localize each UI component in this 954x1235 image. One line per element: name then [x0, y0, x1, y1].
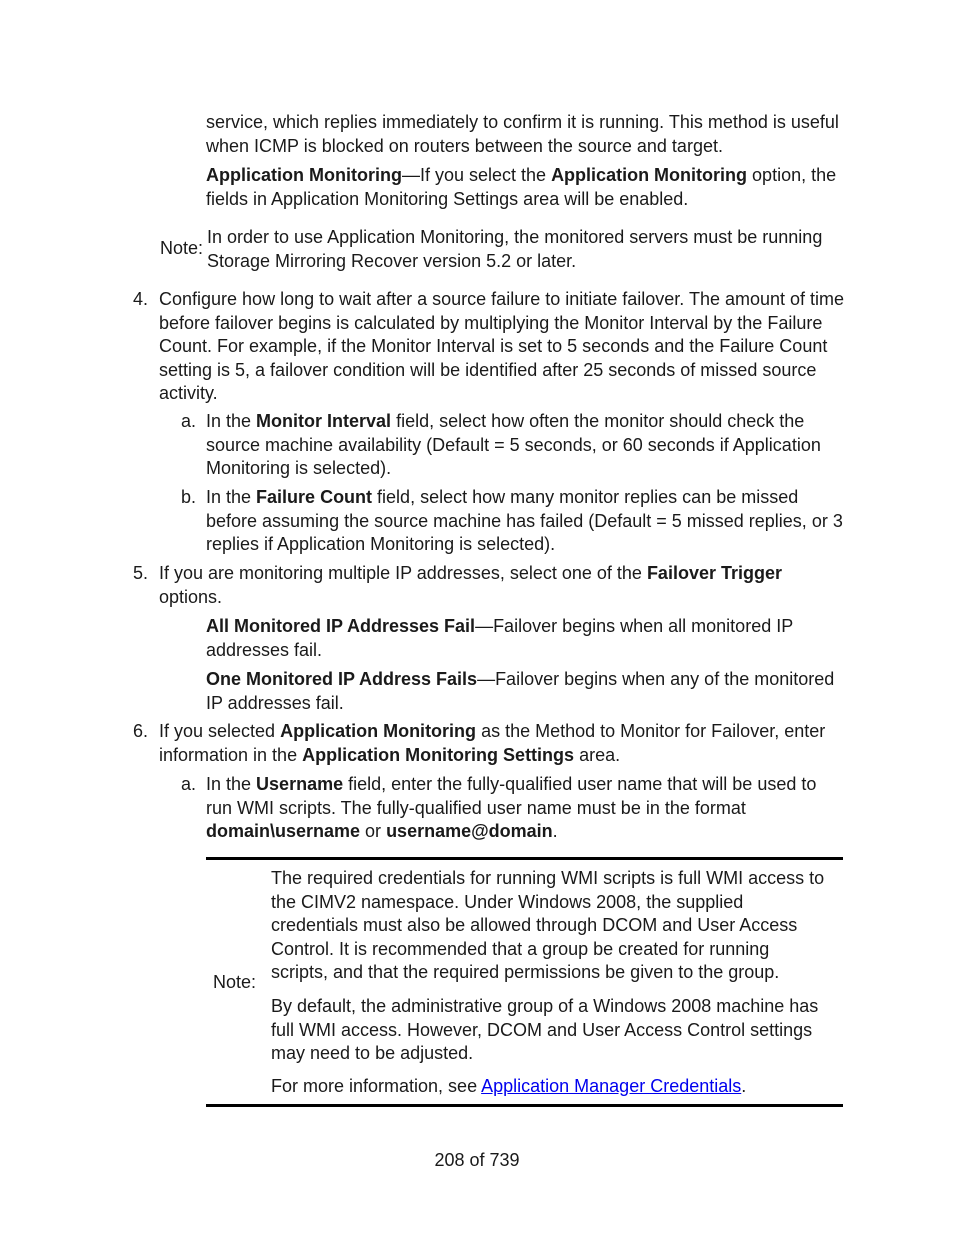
step-6a-end: . — [552, 821, 558, 841]
note-bottom-rule — [206, 1104, 843, 1107]
option-one-fails — [206, 668, 846, 715]
continuation-paragraph: service, which replies immediately to confirm it is running. This method is useful when ICMP is blocked on routers between the source and target. — [206, 112, 839, 156]
step-4a-letter: a. — [180, 411, 196, 431]
step-4a-text — [206, 410, 846, 481]
username-term: Username — [256, 774, 344, 794]
note-text: In order to use Application Monitoring, the monitored servers must be running Storage Mirroring Recover version 5.2 or later. — [207, 227, 823, 271]
all-fail-desc: —Failover begins when all monitored IP addresses fail. — [206, 616, 793, 660]
note-2-para-2: By default, the administrative group of a Windows 2008 machine has full WMI access. However, DCOM and User Access Control settings may need to be adjusted. — [271, 996, 819, 1063]
page-number: 208 of 739 — [434, 1150, 520, 1170]
step-6-text — [159, 720, 849, 767]
note-2-para-3 — [271, 1075, 831, 1099]
step-6a-or: or — [360, 821, 387, 841]
option-all-fail — [206, 615, 846, 662]
failure-count-term: Failure Count — [256, 487, 373, 507]
step-5-text — [159, 562, 849, 609]
note-top-rule — [206, 857, 843, 860]
monitor-interval-term: Monitor Interval — [256, 411, 392, 431]
app-mon-term-3: Application Monitoring — [280, 721, 477, 741]
app-mon-rest: option, the fields in Application Monitoring Settings area will be enabled. — [206, 165, 837, 209]
one-fails-desc: —Failover begins when any of the monitored IP addresses fail. — [206, 669, 835, 713]
note-2-para-3-end: . — [741, 1076, 747, 1096]
all-fail-term: All Monitored IP Addresses Fail — [206, 616, 476, 636]
note-2-label: Note: — [213, 972, 257, 992]
step-4a-rest: field, select how often the monitor should check the source machine availability (Default = 5 seconds, or 60 seconds if Application Monitoring is selected). — [206, 411, 821, 478]
step-4b-rest: field, select how many monitor replies can be missed before assuming the source machine has failed (Default = 5 missed replies, or 3 replies if Application Monitoring is selected). — [206, 487, 843, 554]
step-6-mid: as the Method to Monitor for Failover, enter information in the — [159, 721, 826, 765]
step-5-pre: If you are monitoring multiple IP addresses, select one of the — [159, 563, 647, 583]
step-6-pre: If you selected — [159, 721, 281, 741]
username-at-domain-format: username@domain — [386, 821, 553, 841]
failover-trigger-term: Failover Trigger — [646, 563, 782, 583]
step-4a-pre: In the — [206, 411, 257, 431]
step-5-rest: options. — [159, 586, 223, 607]
step-4-number: 4. — [132, 289, 148, 309]
domain-username-format: domain\username — [206, 821, 361, 841]
step-4-text: Configure how long to wait after a source failure to initiate failover. The amount of time before failover begins is calculated by multiplying the Monitor Interval by the Failure Count. For example, if the Monitor Interval is set to 5 seconds and the Failure Count setting is 5, a failover condition will be identified after 25 seconds of missed source activity. — [159, 289, 845, 403]
step-4b-pre: In the — [206, 487, 257, 507]
step-6a-pre: In the — [206, 774, 257, 794]
step-6a-text — [206, 773, 846, 844]
step-6-rest: area. — [574, 744, 621, 765]
note-2-para-1: The required credentials for running WMI scripts is full WMI access to the CIMV2 namespace. Under Windows 2008, the supplied credentials must also be allowed through DCOM and User Access Control. It is recommended that a group be created for running scripts, and that the required permissions be given to the group. — [271, 868, 825, 982]
app-mon-mid: —If you select the — [401, 165, 552, 185]
app-manager-credentials-link[interactable]: Application Manager Credentials — [481, 1076, 742, 1096]
step-4b-letter: b. — [180, 487, 196, 507]
application-monitoring-paragraph — [206, 164, 846, 211]
note-2-para-3-pre: For more information, see — [271, 1076, 482, 1096]
step-6-number: 6. — [132, 721, 148, 741]
app-mon-term-2: Application Monitoring — [551, 165, 748, 185]
note-label: Note: — [160, 238, 204, 258]
step-6a-mid: field, enter the fully-qualified user name that will be used to run WMI scripts. The fully-qualified user name must be in the format — [206, 774, 817, 818]
app-mon-term: Application Monitoring — [206, 165, 402, 185]
app-mon-settings-term: Application Monitoring Settings — [302, 744, 575, 765]
step-6a-letter: a. — [180, 774, 196, 794]
step-4b-text — [206, 486, 846, 557]
step-5-number: 5. — [132, 563, 148, 583]
one-fails-term: One Monitored IP Address Fails — [206, 669, 478, 689]
